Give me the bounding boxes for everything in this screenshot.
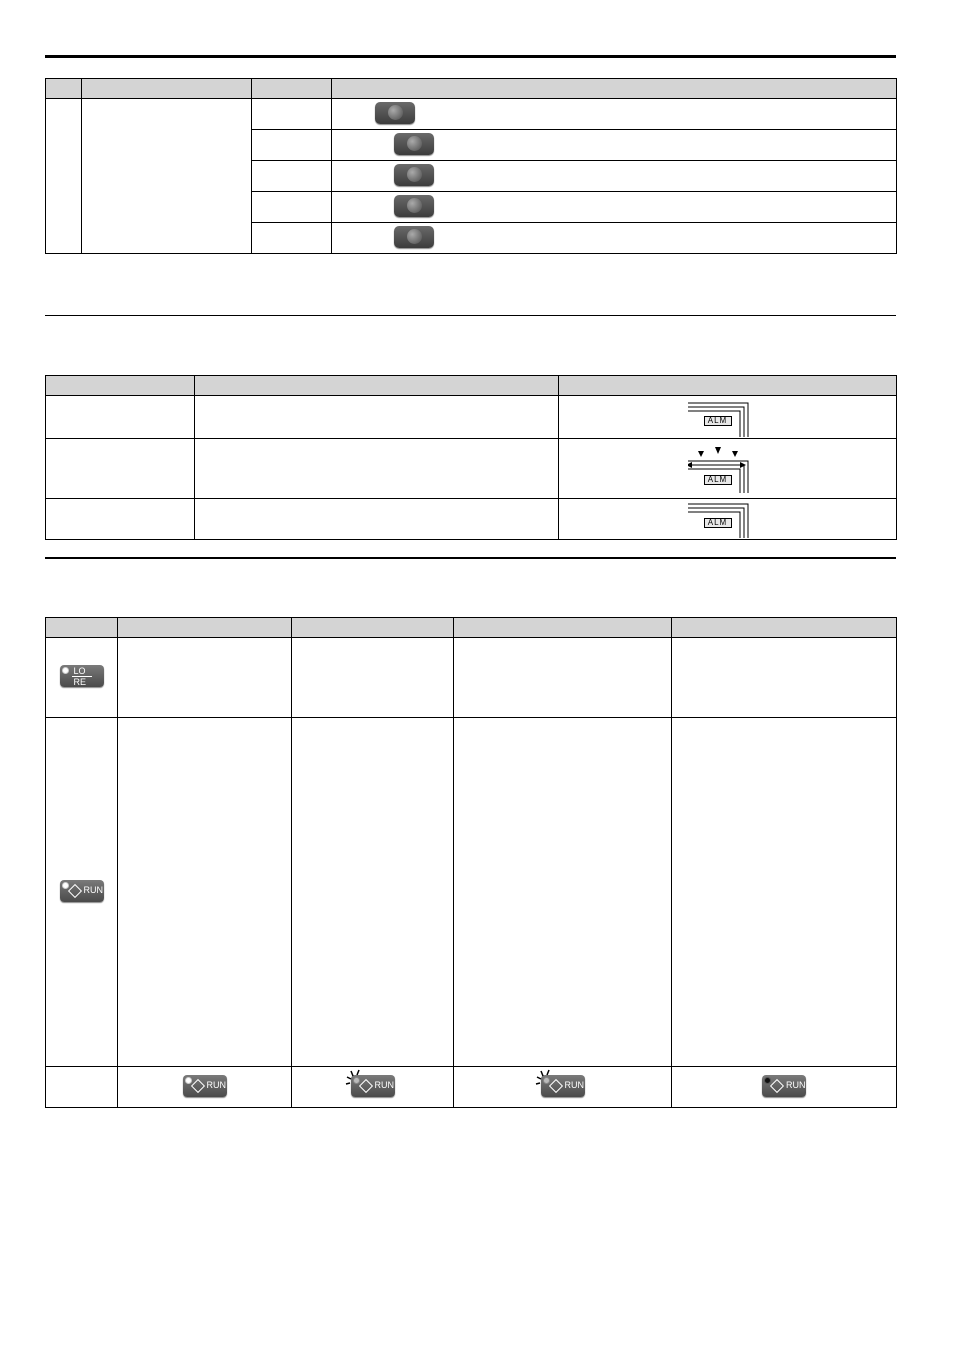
table-row [46, 638, 897, 718]
table-cell [292, 1067, 454, 1108]
table-row [46, 439, 897, 499]
lo-label: LO [73, 666, 86, 676]
table-row [46, 99, 897, 130]
table-cell [46, 396, 195, 439]
table-cell [118, 638, 292, 718]
table-cell [118, 718, 292, 1067]
table-cell [454, 1067, 672, 1108]
run-key-off-icon [762, 1075, 806, 1097]
run-diamond-icon [67, 883, 81, 897]
section-rule [45, 315, 896, 316]
run-label: RUN [83, 884, 103, 895]
table-row [46, 1067, 897, 1108]
table-cell [332, 192, 897, 223]
header-cell [82, 79, 252, 99]
table-cell [332, 99, 897, 130]
lamp-icon [62, 667, 69, 674]
lamp-icon [543, 1077, 550, 1084]
table-row [46, 396, 897, 439]
alm-led-off-icon [688, 500, 768, 538]
alm-led-blink-icon [688, 445, 768, 493]
table-cell [252, 223, 332, 254]
header-cell [195, 376, 559, 396]
alm-table [45, 375, 897, 540]
header-cell [46, 618, 118, 638]
table-cell [332, 161, 897, 192]
table-row [46, 718, 897, 1067]
table-cell [252, 161, 332, 192]
lamp-icon [353, 1077, 360, 1084]
alm-label: ALM [704, 416, 732, 426]
run-label: RUN [564, 1079, 584, 1090]
table-cell [252, 99, 332, 130]
run-diamond-icon [770, 1078, 784, 1092]
operator-key-icon [394, 133, 434, 155]
section-rule [45, 557, 896, 559]
header-cell [46, 376, 195, 396]
table-cell [46, 1067, 118, 1108]
table-cell [195, 396, 559, 439]
alm-label: ALM [704, 475, 732, 485]
table-cell [46, 499, 195, 540]
header-cell [292, 618, 454, 638]
table-cell [672, 638, 897, 718]
operator-key-icon [394, 164, 434, 186]
header-cell [454, 618, 672, 638]
table-row [46, 499, 897, 540]
table-cell [46, 638, 118, 718]
table-cell [559, 439, 897, 499]
operator-key-icon [394, 226, 434, 248]
table-cell [252, 130, 332, 161]
run-label: RUN [786, 1079, 806, 1090]
header-cell [672, 618, 897, 638]
header-cell [118, 618, 292, 638]
run-diamond-icon [190, 1078, 204, 1092]
run-label: RUN [374, 1079, 394, 1090]
alm-led-icon [688, 397, 768, 437]
alm-table-header [46, 376, 897, 396]
table-cell [559, 396, 897, 439]
run-key-lit-icon [183, 1075, 227, 1097]
table-cell [672, 718, 897, 1067]
table-cell [46, 439, 195, 499]
led-table [45, 617, 897, 1108]
table-cell [332, 223, 897, 254]
table-cell [332, 130, 897, 161]
run-key-blink-icon [541, 1075, 585, 1097]
run-label: RUN [206, 1079, 226, 1090]
table-cell [559, 499, 897, 540]
merged-cell [46, 99, 82, 254]
alm-label: ALM [704, 518, 732, 528]
header-cell [46, 79, 82, 99]
header-cell [252, 79, 332, 99]
table-cell [292, 718, 454, 1067]
merged-cell [82, 99, 252, 254]
lamp-icon [764, 1077, 771, 1084]
alm-led-outline [688, 445, 768, 493]
run-key-blink-icon [351, 1075, 395, 1097]
table-cell [292, 638, 454, 718]
operator-key-icon [375, 102, 415, 124]
operator-key-icon [394, 195, 434, 217]
header-cell [332, 79, 897, 99]
table-cell [195, 499, 559, 540]
led-table-header [46, 618, 897, 638]
table-cell [454, 638, 672, 718]
lamp-icon [185, 1077, 192, 1084]
table-cell [195, 439, 559, 499]
table-cell [252, 192, 332, 223]
key-table [45, 78, 897, 254]
table-cell [454, 718, 672, 1067]
run-key-icon [60, 880, 104, 902]
lamp-icon [62, 882, 69, 889]
key-table-header [46, 79, 897, 99]
re-label: RE [73, 677, 87, 687]
top-rule [45, 55, 896, 58]
table-cell [46, 718, 118, 1067]
table-cell [672, 1067, 897, 1108]
lo-re-key-icon [60, 665, 104, 687]
table-cell [118, 1067, 292, 1108]
header-cell [559, 376, 897, 396]
